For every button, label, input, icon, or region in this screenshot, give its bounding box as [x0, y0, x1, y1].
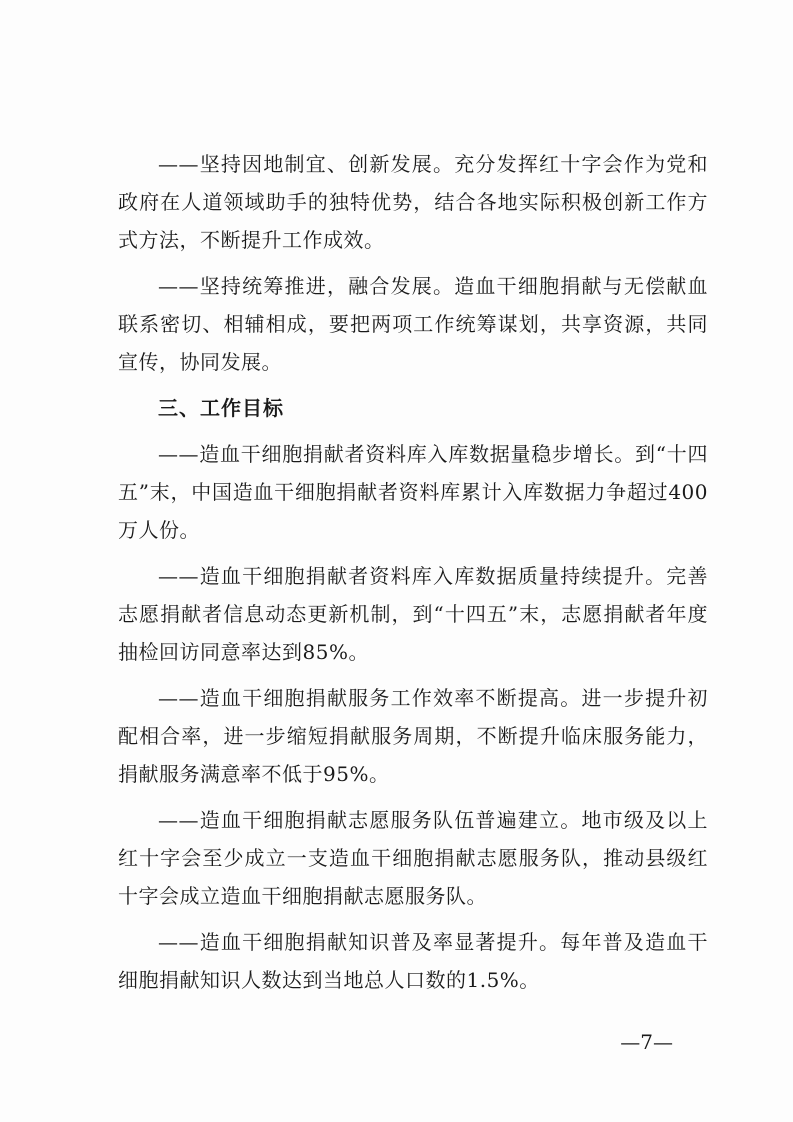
section-heading-work-goals: 三、工作目标: [158, 396, 284, 420]
goal-paragraph-knowledge-popularization: ——造血干细胞捐献知识普及率显著提升。每年普及造血干细胞捐献知识人数达到当地总人口数的1.5%。: [118, 930, 708, 992]
goal-paragraph-data-quality: ——造血干细胞捐献者资料库入库数据质量持续提升。完善志愿捐献者信息动态更新机制，到“十四五”末，志愿捐献者年度抽检回访同意率达到85%。: [118, 564, 708, 664]
goal-paragraph-volunteer-teams: ——造血干细胞捐献志愿服务队伍普遍建立。地市级及以上红十字会至少成立一支造血干细胞捐献志愿服务队，推动县级红十字会成立造血干细胞捐献志愿服务队。: [118, 808, 708, 908]
principle-paragraph-integration: ——坚持统筹推进，融合发展。造血干细胞捐献与无偿献血联系密切、相辅相成，要把两项工作统筹谋划，共享资源，共同宣传，协同发展。: [118, 274, 708, 374]
document-body: [118, 145, 708, 1007]
principle-paragraph-innovation: ——坚持因地制宜、创新发展。充分发挥红十字会作为党和政府在人道领域助手的独特优势，结合各地实际积极创新工作方式方法，不断提升工作成效。: [118, 152, 708, 252]
goal-paragraph-data-volume: ——造血干细胞捐献者资料库入库数据量稳步增长。到“十四五”末，中国造血干细胞捐献者资料库累计入库数据力争超过400万人份。: [118, 442, 708, 542]
goal-paragraph-service-efficiency: ——造血干细胞捐献服务工作效率不断提高。进一步提升初配相合率，进一步缩短捐献服务周期，不断提升临床服务能力，捐献服务满意率不低于95%。: [118, 686, 708, 786]
page-number: —7—: [620, 1030, 673, 1054]
